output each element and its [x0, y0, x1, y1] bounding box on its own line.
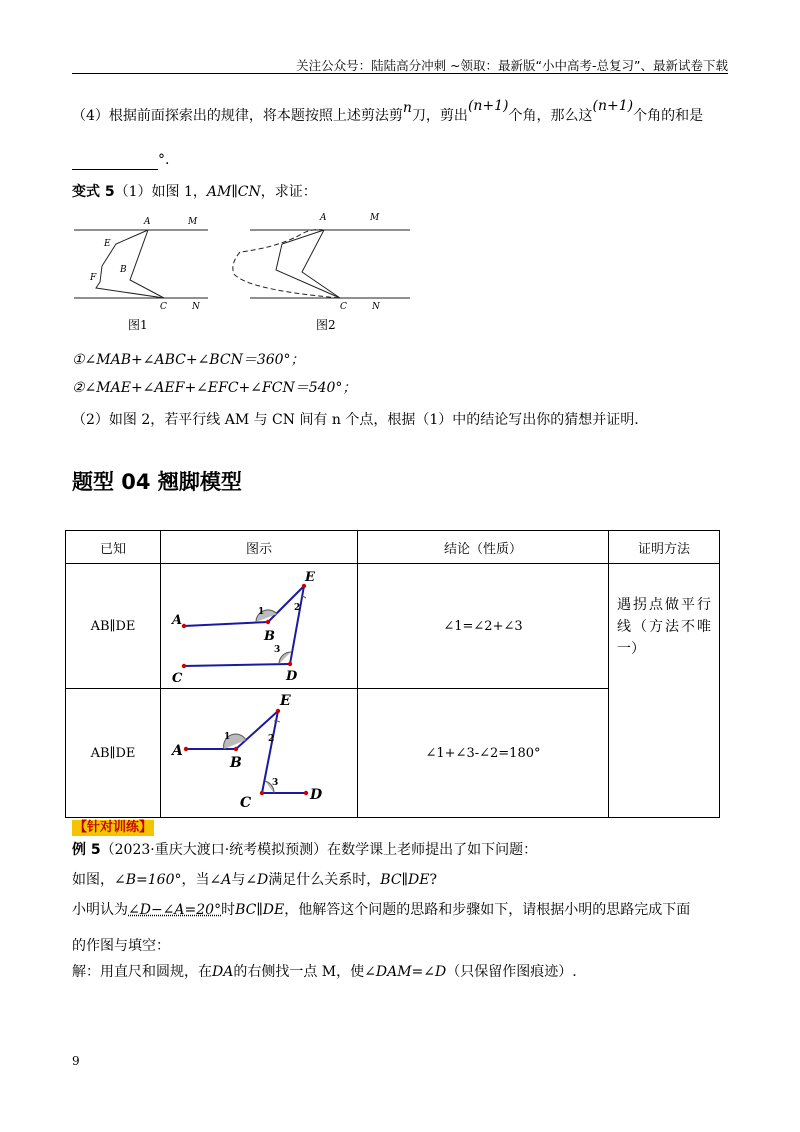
svg-text:2: 2	[268, 734, 275, 744]
proof-line-1: ①∠MAB+∠ABC+∠BCN＝360°；	[72, 352, 305, 368]
row1-conclusion: ∠1=∠2+∠3	[358, 564, 609, 689]
training-badge: 【针对训练】	[74, 820, 153, 835]
svg-text:N: N	[372, 302, 380, 312]
question-4: （4）根据前面探索出的规律，将本题按照上述剪法剪n刀，剪出(n+1)个角，那么这(n+1)个角的和是	[72, 98, 704, 124]
table-row	[66, 564, 720, 689]
variant-5-heading: 变式 5（1）如图 1，AM∥CN，求证：	[72, 184, 317, 200]
example-line-2: 如图，∠B=160°，当∠A与∠D满足什么关系时，BC∥DE?	[72, 872, 437, 888]
variant-part-2: （2）如图 2，若平行线 AM 与 CN 间有 n 个点，根据（1）中的结论写出你的猜想并证明.	[72, 412, 639, 428]
proof-method: 遇拐点做平行线（方法不唯一）	[609, 564, 720, 818]
row1-figure	[161, 564, 358, 689]
proof-line-2: ②∠MAE+∠AEF+∠EFC+∠FCN＝540°；	[72, 380, 357, 396]
header-conclusion: 结论（性质）	[358, 531, 609, 564]
variant-title: 变式 5	[72, 184, 115, 200]
svg-text:B: B	[230, 755, 242, 771]
svg-text:A: A	[320, 213, 327, 223]
page-header: 关注公众号：陆陆高分冲刺 ~领取：最新版“小中高考-总复习”、最新试卷下载	[296, 58, 728, 73]
answer-blank-line: °.	[72, 150, 169, 170]
svg-text:B: B	[264, 629, 275, 644]
svg-text:D: D	[310, 787, 323, 803]
example-5-heading: 例 5（2023·重庆大渡口·统考模拟预测）在数学课上老师提出了如下问题：	[72, 842, 538, 858]
figure-1-caption: 图1	[128, 318, 148, 332]
svg-text:M: M	[188, 217, 198, 227]
variant-figures	[70, 208, 420, 338]
page-number: 9	[72, 1054, 80, 1068]
row2-figure	[161, 689, 358, 818]
svg-text:M: M	[370, 213, 380, 223]
model-table	[65, 530, 720, 818]
svg-text:E: E	[104, 239, 111, 249]
svg-text:A: A	[172, 743, 183, 759]
svg-text:E: E	[305, 570, 315, 585]
header-method: 证明方法	[609, 531, 720, 564]
row2-conclusion: ∠1+∠3-∠2=180°	[358, 689, 609, 818]
example-line-4: 的作图与填空：	[72, 938, 170, 954]
example-title: 例 5	[72, 842, 101, 858]
svg-text:A: A	[172, 613, 183, 628]
row2-diagram	[164, 689, 354, 813]
n-symbol: n	[402, 100, 412, 116]
svg-text:C: C	[172, 671, 183, 684]
row1-known: AB∥DE	[66, 564, 161, 689]
svg-text:F: F	[90, 273, 97, 283]
svg-text:D: D	[286, 669, 298, 684]
svg-text:1: 1	[224, 732, 231, 742]
header-known: 已知	[66, 531, 161, 564]
n-plus-1: (n+1)	[467, 98, 509, 114]
svg-text:C: C	[240, 795, 252, 811]
n-plus-1-b: (n+1)	[592, 98, 634, 114]
svg-text:C: C	[340, 302, 347, 312]
figure-2-caption: 图2	[316, 318, 336, 332]
svg-text:B: B	[120, 265, 127, 275]
table-header-row	[66, 531, 720, 564]
svg-text:3: 3	[274, 645, 281, 655]
svg-text:A: A	[144, 217, 151, 227]
svg-text:1: 1	[258, 607, 265, 617]
figure-2	[233, 213, 410, 312]
answer-blank[interactable]	[72, 155, 158, 170]
figure-1	[74, 217, 208, 312]
section-title: 题型 04 翘脚模型	[72, 470, 242, 494]
example-solution: 解：用直尺和圆规，在DA的右侧找一点 M，使∠DAM=∠D（只保留作图痕迹）.	[72, 964, 577, 980]
header-divider	[72, 73, 728, 74]
svg-text:3: 3	[272, 778, 279, 788]
svg-text:2: 2	[294, 603, 301, 613]
header-figure: 图示	[161, 531, 358, 564]
svg-text:C: C	[160, 302, 167, 312]
row1-diagram	[164, 564, 354, 684]
svg-text:E: E	[280, 693, 291, 709]
example-line-3: 小明认为∠D−∠A=20°时BC∥DE，他解答这个问题的思路和步骤如下，请根据小明的思路完成下面	[72, 902, 691, 918]
svg-text:N: N	[192, 302, 200, 312]
row2-known: AB∥DE	[66, 689, 161, 818]
